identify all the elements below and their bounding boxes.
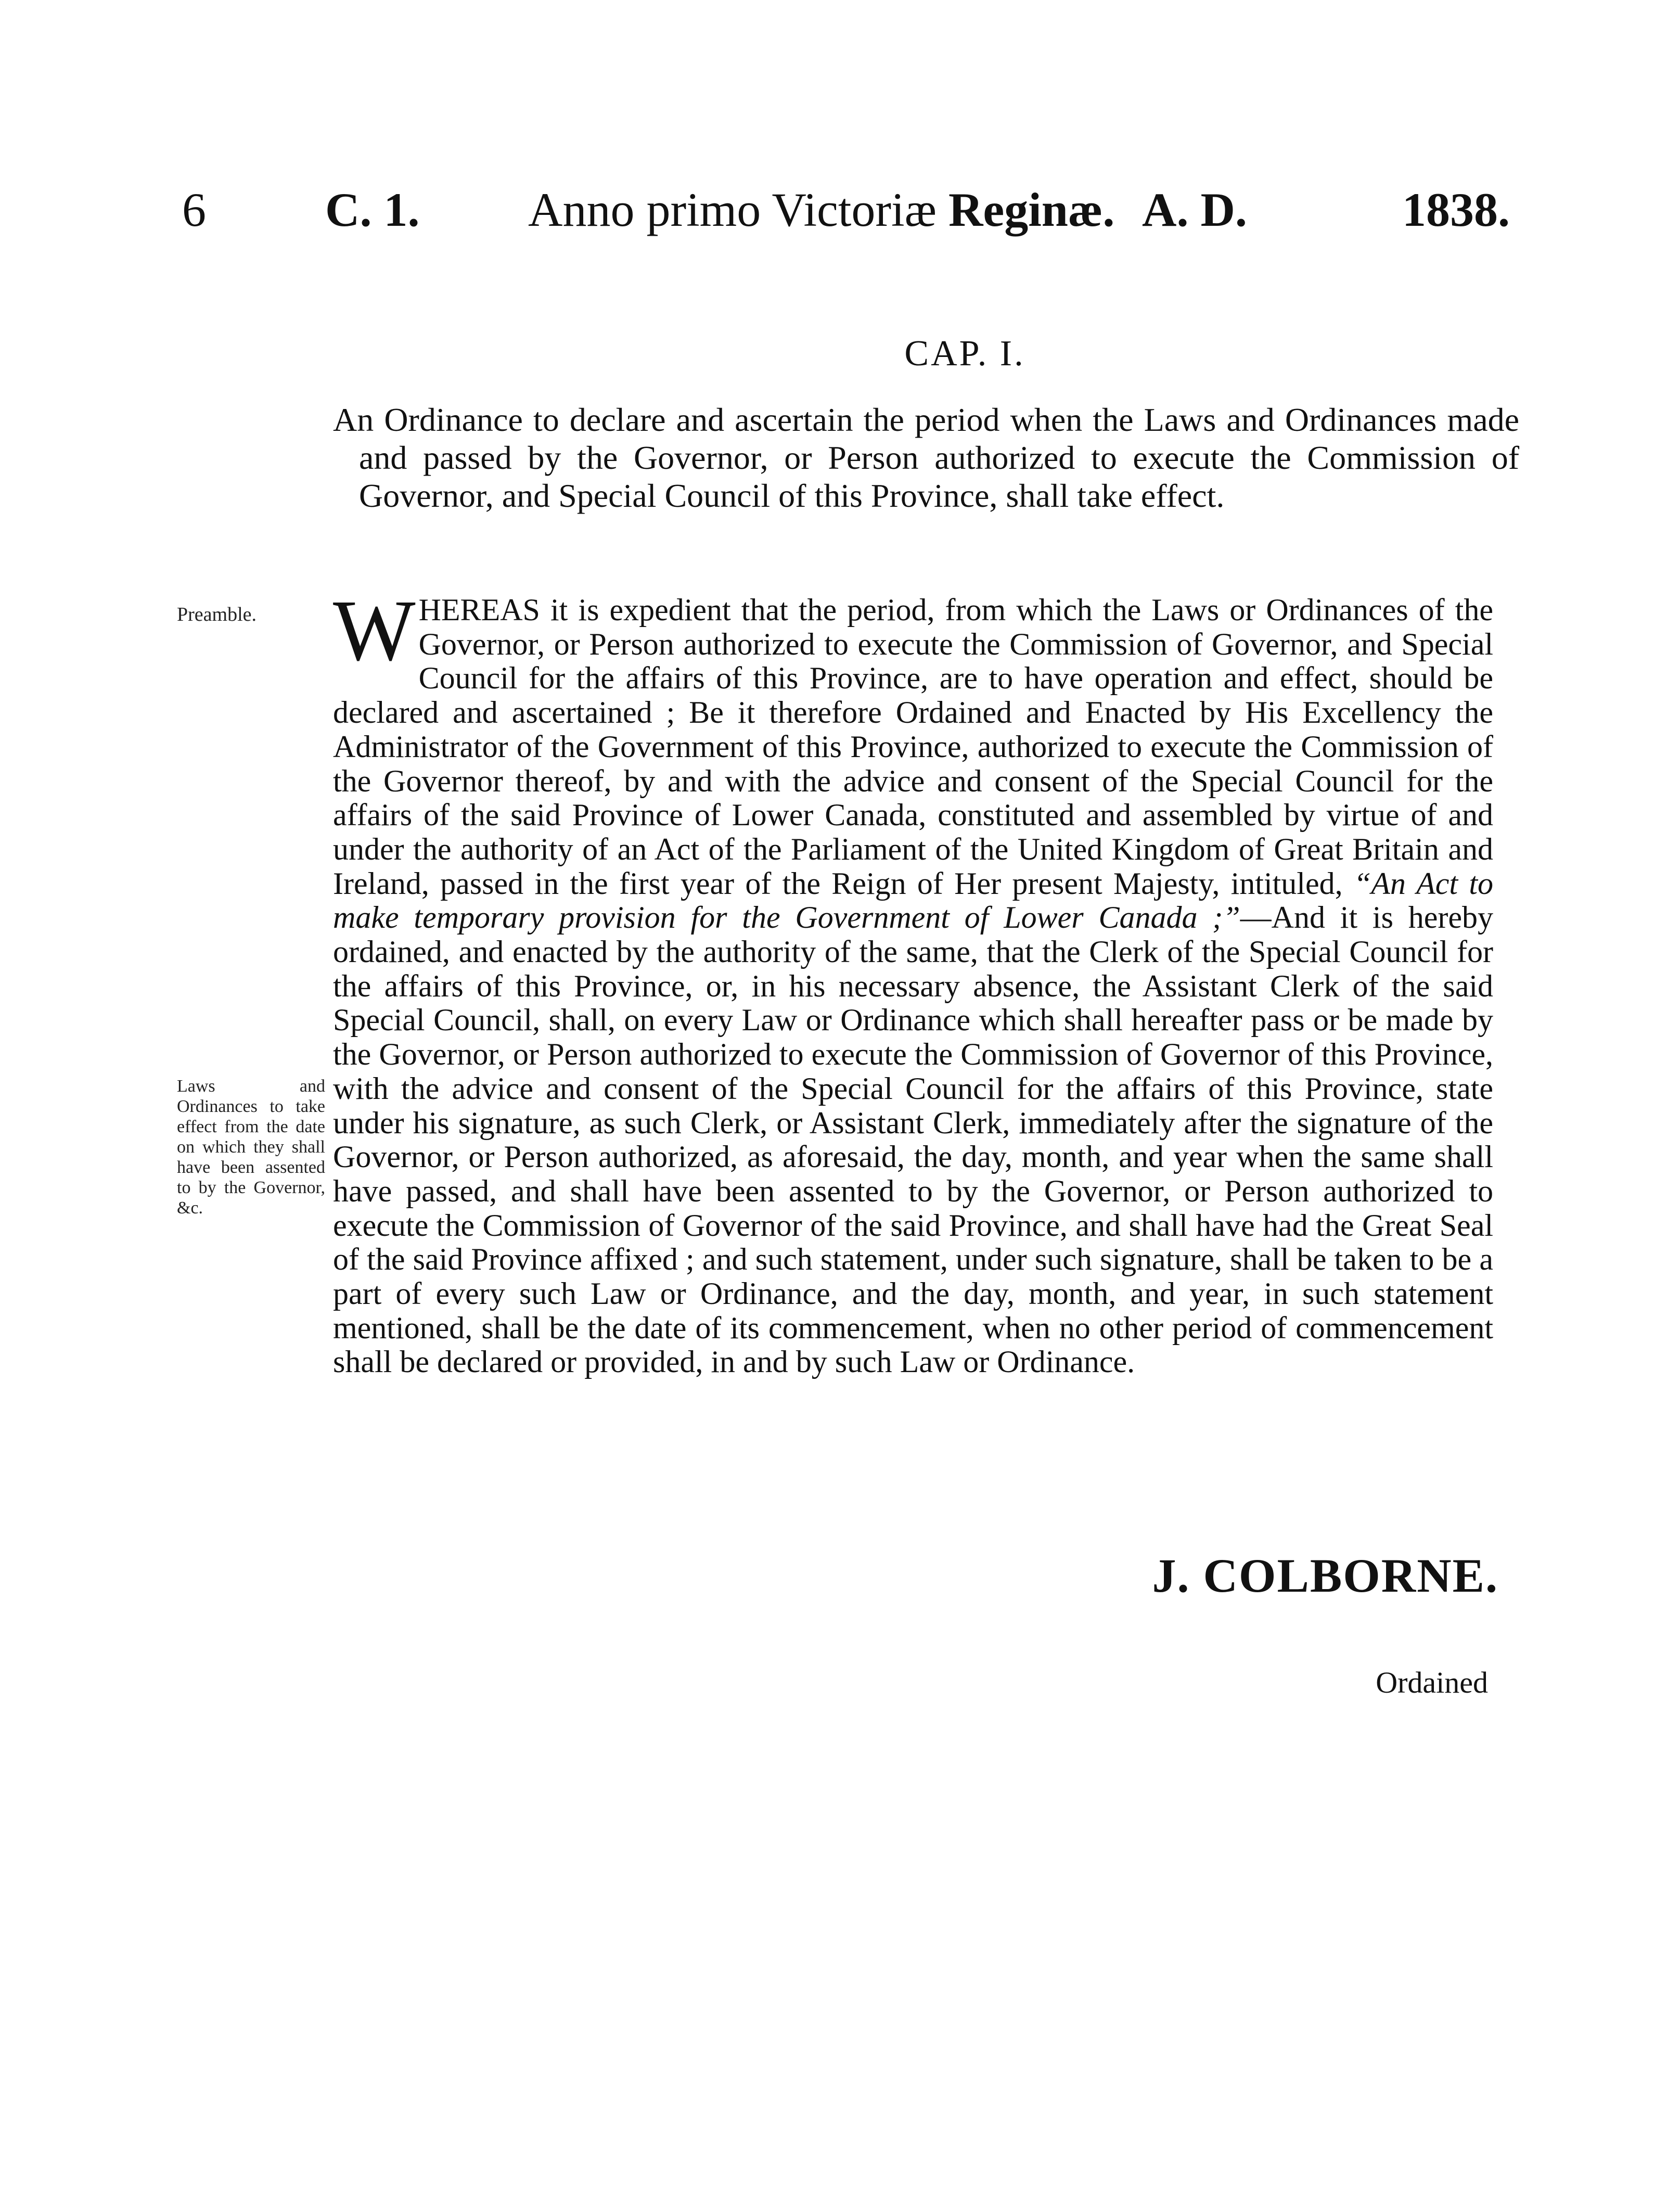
ordinance-title: An Ordinance to declare and ascertain the period when the Laws and Ordinances made and passed by the Governor, or Person authorized to execute the Commission of Governor, and Special Council of this Province, shall take effect. [333,401,1519,514]
act-title: “An Act to make temporary provision for the Government of Lower Canada ;” [333,866,1493,935]
running-header [182,182,1510,239]
page-number: 6 [182,183,206,236]
ordinance-body [333,582,1493,1379]
body-text-part-2: —And it is hereby ordained, and enacted by the authority of the same, that the Clerk of the Special Council for the affairs of this Province, or, in his necessary absence, the Assistant Clerk of the said Special Council, shall, on every Law or Ordinance which shall hereafter pass or be made by the Governor, or Person authorized to execute the Commission of Governor of this Province, with the advice and consent of the Special Council for the affairs of this Province, state under his signature, as such Clerk, or Assistant Clerk, immediately after the signature of the Governor, or Person authorized, as aforesaid, the day, month, and year when the same shall have passed, and shall have been assented to by the Governor, or Person authorized to execute the Commission of Governor of the said Province, and shall have had the Great Seal of the said Province affixed ; and such statement, under such signature, shall be taken to be a part of every such Law or Ordinance, and the day, month, and year, in such statement mentioned, shall be the date of its commencement, when no other period of commencement shall be declared or provided, in and by such Law or Ordinance. [333,900,1493,1379]
catchword: Ordained [1376,1666,1488,1699]
anno-domini-label: A. D. [1142,183,1247,236]
margin-note-laws: Laws and Ordinances to take effect from the date on which they shall have been assented to by the Governor, &c. [177,1077,325,1218]
margin-note-preamble: Preamble. [177,604,257,625]
chapter-heading: CAP. I. [904,334,1025,374]
header-title-text: Anno primo Victoriæ [528,183,948,236]
body-text-part-1: HEREAS it is expedient that the period, from which the Laws or Ordinances of the Governor, or Person authorized to execute the Commission of Governor, and Special Council for the affairs of this Province, are to have operation and effect, should be declared and ascertained ; Be it therefore Ordained and Enacted by His Excellency the Administrator of the Government of this Province, authorized to execute the Commission of the Governor thereof, by and with the advice and consent of the Special Council for the affairs of the said Province of Lower Canada, constituted and assembled by virtue of and under the authority of an Act of the Parliament of the United Kingdom of Great Britain and Ireland, passed in the first year of the Reign of Her present Majesty, intituled, [333,593,1493,901]
header-title-reginae: Reginæ. [948,183,1115,236]
year-label: 1838. [1402,183,1510,236]
chapter-label: C. 1. [325,183,420,236]
header-title [528,182,1114,237]
drop-cap: W [333,582,416,679]
signature: J. COLBORNE. [1152,1549,1498,1602]
